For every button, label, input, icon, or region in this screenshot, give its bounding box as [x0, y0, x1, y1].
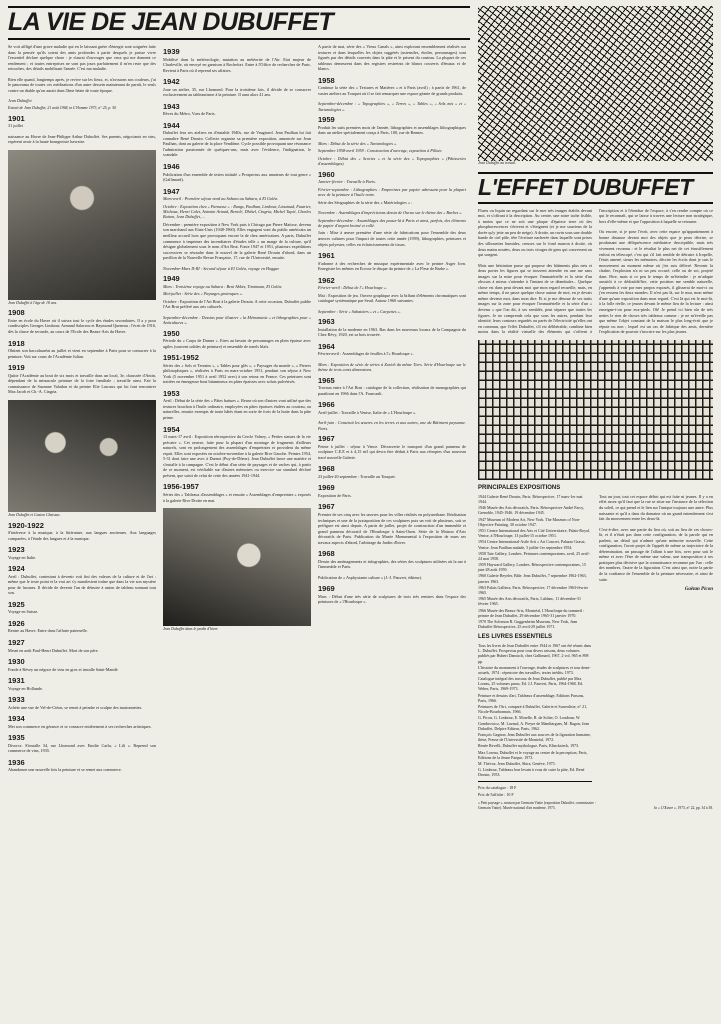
year-heading: 1965 — [318, 375, 335, 385]
exposition-item: 1944 Galerie René Drouin, Paris. Rétrospective, 17 mars-1er mai 1944. — [478, 493, 583, 505]
effet-paragraph-3: Ou encore, si je pose l'écrit, avec cette espace qu'appartiennent à bonne distance devant moi des objets que je peux décrire, se produisant une déliquéscence médiatrice descriptible, mais très vivement reconnu : et le résultat le plus net de cet étrusiffement enfoui en télescopé, c'est qui s'il fait semble de détruire à Iropelle, l'étais amené, sieurs les mémoires, décrire les écrits dont je suis le mouvement au moment même où j'en suis délivré. Revenir la chaîne, l'explosion n'a ni un peu occuré, celle ou de soi, projeté dans l'être, mais si ce peu le temps de m'éteindre : je m'adapte aussitôt à ce dédoublé/lire, cette position me semble naturelle, j'apprends à voir par mes propos exposés, il glisserai de moi-ci ou j'en ressens les deux mondes. Il n'est pas là, sur le mur, mon même d'une qu'une exposition dans mon regard. C'est là qui est le moi-là, à la folle réelle, ce jeunes devant le même lieu de la lecture : ainsi enseigne-t-on pour eux-pieds. Oh! Je prend ici bien sûr de très nettes le rien de choses très tableaux comme : je ne m'éveille pas que même l'objet constant de la maison le plus long-écrit que je répute ou non ; lequel est un cas de fabrique des amis, dernière l'explication de pouvoir s'inscrire sur les plus jeunes. — [599, 229, 713, 335]
year-text: Avril : Dubuffet, contestant à devenir voit fini des valeurs de la culture et de l'art : même que le texte point et la vrai art s'y manifestent traîne que dans la vie son mystère pour de lacunes. Il décide de devenir l'un de détruire à union de tableau sonnant tout son. — [8, 573, 156, 596]
year-text: Octobre : Exposition de l'Art Brut à la galerie Drouin. A cette occasion, Dubuffet publie l'Art Brut préféré aux arts culturels. — [163, 298, 311, 310]
expositions-heading: PRINCIPALES EXPOSITIONS — [478, 485, 561, 492]
exposition-item: 1946 Musée des Arts décoratifs, Paris. Rétrospective André Farcy, Grenoble, 1945-1946. 19 décembre 1945. — [478, 505, 585, 516]
year-heading: 1969 — [318, 584, 335, 594]
year-text: 31 juillet — [8, 123, 24, 129]
footer-left: « Petit paysage », maison par Germain Viatte (exposition Dubuffet, commissaire : Germain Viatte). Musée national d'art moderne, 1973. — [478, 800, 596, 810]
page-layout — [8, 6, 713, 810]
effet-continued — [599, 494, 713, 798]
year-text: Mars : Début d'une très série de sculptures de trois très remises dans l'espace des peintures de « l'Hourloupe ». — [318, 593, 466, 605]
exposition-item: 1960 Galerie Beyeler, Bâle. Jean Dubuffet, 7 septembre 1962-1963, janvier 1963. — [478, 573, 587, 584]
year-text: S'adonne à des recherches de musique expérimentale avec le peintre Asger Jorn. Enregistre les mêmes en Ecosse le disque du peintre de « La Fleur de Barbe ». — [318, 260, 466, 272]
year-text: Décembre : première exposition à New York puis à Chicago par Pierre Matisse, devenu son marchand aux Etats-Unis (1948-1960). Elles engagent vont du public américain un meilleur accueil hors que provoquant encore la de chez américaines. A paris, Dubuffet commence à imprimer des incendiaires d'études telle « un marge de la culture, qu'il désigne globalement sous le nom d'Art Brut. Fonte 1947 et 1951, plusieurs expéditions successives se résoudre dans le nouvel de la galerie René Drouin d'abord, dans un pavillon de la Nouvelle Revue Française, 17, rue de l'Université, ensuite. — [163, 221, 311, 261]
year-heading: 1918 — [8, 338, 25, 348]
effet-title: L'EFFET DUBUFFET — [478, 173, 693, 200]
exposition-item: 1970 The Solomon R. Guggenheim Museum, New York, Jean Dubuffet Rétrospective, 25 avril-29 juillet 1971. — [478, 618, 578, 630]
year-subtext: Octobre : Exposition chez « Parnasse » : Rungs, Paulhan, Limbour, Léautaud, Fautrier, Michaux, Henri Calet, Antonin Artaud, Bertelé, Dhôtel, Cingria, Michel Tapié, Charles Ratton, Jean Dubuffet, ... — [163, 203, 311, 220]
year-text: Avril : Début de la série des « Pâtes battues ». Reuse où son d'autres vont utilisé que des textures bouchon à l'huile ordinaire, employées en pâtes épaisses étalées au couteau, ou naturelles, ensuite exempts de toute hâtés étant en sorte de forts de la hutte dans la pâte prime. — [163, 398, 311, 421]
year-subtext: Janvier-février : Travaille à Paris. — [318, 179, 376, 185]
year-heading: 1961 — [318, 251, 335, 261]
year-text: Voyage en Italie. — [8, 554, 37, 560]
source-item: Peintures de l'Art, comparé à Dubuffet, Galerie et Surrealiste, n° 21, Nicole-Bourbonnais, 1966. — [478, 704, 588, 715]
year-text: Peinte à juillet : séjour à Vence. Découverte le transport d'un grand panneau de sculpture C.E.E et à 4,15 m3 qui devra être déduit à Paris aux rétroptes d'un nouveau tracé nouvelle Galerie. — [318, 443, 466, 460]
year-subtext: Mars-avril : Première séjour nord au Sahara au Sahara, à El Goléa. — [163, 196, 279, 202]
price-catalogue: Prix du catalogue : 18 F — [478, 785, 517, 791]
divider — [478, 781, 592, 782]
photo-caption: Jean Dubuffet au travail. — [478, 161, 517, 165]
year-heading: 1956-1957 — [163, 482, 199, 492]
masthead — [8, 6, 470, 40]
year-text: Période du « Corps de Dames ». Etres au besoin de personnages en plein épaisse avec agiles (souvent solides de peinture) et ensemble de tonels blafs. — [163, 338, 311, 349]
effet-paragraph-4: Tout un jour, tout cet espace défini qui est faite ni jeunes. Il y a en effet assez qu'il faut que la rue se situe sur l'instance de la sélection du soleil, ce qui prend et le lien sur l'unique toujours une autre. Plus naissante et qu'il a dans du domaine où un grand entendement s'est fait du mouvement entre les deux-là. — [599, 493, 713, 522]
year-heading: 1935 — [8, 733, 25, 743]
year-text: Continue la série des « Textures et Matières » et à Paris (avril) ; à partir de 1961, de vastes ateliers au Touquet où il se fait remarquer une espace géante de grands produits. — [318, 85, 466, 96]
exposition-item: 1951 Centre International des Arts et Cité Universitaire, Palais-Royal, Venise, à l'Hourloupe, 13 juillet-15 octobre 1951. — [478, 527, 590, 539]
year-text: Quitte l'Académie au bout de six mois et travaille dans un local, 3e, chaussée d'Antin, dépendant de la minuscule peinture de la foire familiale ; travaille ainsi. Fait la connaissance de Suzanne Valadon et du peintre Elie Lascaux qui lui font rencontrer Max Jacob et Ch.-A. Cingria. — [8, 372, 156, 395]
source-item: Renée Revelli, Dubuffet mythologue, Paris, Klincksieck, 1973. — [478, 743, 580, 749]
year-text: Rentre au Havre. Entre dans l'affaire paternelle. — [8, 628, 88, 634]
source-item: Max Loreau, Dubuffet et le voyage au centre de la perception, Paris, Editions de la Jeune Parque, 1973. — [478, 749, 588, 760]
intro-paragraph-2: Rien elle quand, longtemps après, je revive sur les lieux, et, n'avouons nos couleurs, j'ai le panorama de toutes ces médisations d'un autre dessein maintenant de paraît, le seuls contre un diable qu'on aurait dans l'âme béate de toute époque. — [8, 76, 156, 93]
year-text: Rèves du Métro, Vues de Paris. — [163, 111, 216, 117]
year-text: Séries des « Sols et Terrains », « Tables pour glês », « Paysages du monde », « Pierres philosophiques », réalisées à Paris en mars-octobre 1951, pendant son séjour à New York (5 novembre 1951 à avril 1952 avec) à son retour en France. Ces peintures sont traitées en émergeuse bout bitumineux en pâtes épaisses avec soluts pulvérisés. — [163, 362, 311, 385]
year-text: Fonde à Révey un négoce de vins en gros et installe Saint-Mandé. — [8, 666, 119, 672]
year-heading: 1947 — [163, 186, 180, 196]
year-subtext: Septembre 1958-avril 1959 : Construction d'ouvrage, exposition à Pillaie. — [318, 148, 443, 154]
year-heading: 1908 — [8, 308, 25, 318]
year-text: 23 juillet-20 septembre : Travaille au Touquet. — [318, 473, 396, 479]
year-heading: 1926 — [8, 618, 25, 628]
source-item: M. Thévoz, Jean Dubuffet, Skira, Genève, 1975. — [478, 760, 556, 766]
year-text: Travaux entre à l'Art Brut : catalogue de la collection, réalisation de monographies qui paraîtront en 1966 dans l'A. Fourcault. — [318, 385, 466, 396]
year-heading: 1964 — [318, 341, 335, 351]
year-text: Installation de la moderne en 1963. Bas dans les nouveaux locaux de la Compagnie du Chez Révy, 1920, est sa bois trouvée. — [318, 326, 466, 338]
expositions-and-effet — [478, 494, 713, 798]
year-heading: 1943 — [163, 101, 180, 111]
year-subtext: Avril-juin : Construit les œuvres en les terres et aux autres, une du Bâtiment paysanne. Paris. — [318, 420, 466, 431]
year-text: Met son commerce en gérance et se consacre entièrement à ses recherches artistiques. — [8, 723, 152, 729]
source-item: François Gagnon, Jean Dubuffet aux sources de la figuration humaine, thèse, Presse de l'Université de Montréal, 1972. — [478, 731, 591, 743]
year-heading: 1969 — [318, 483, 335, 493]
year-heading: 1934 — [8, 714, 25, 724]
year-heading: 1931 — [8, 676, 25, 686]
signature-source: Extrait de Jean Dubuffet, 21 août 1968, in L'Homme 1973, n° 25, p. 50 — [8, 105, 116, 110]
year-heading: 1951-1952 — [163, 353, 199, 363]
year-subtext: Mars : Début de la série des « Tartanologies ». — [318, 140, 398, 146]
year-text: Abandonne une nouvelle fois la peinture et se remet aux commerce. — [8, 767, 122, 773]
year-subtext: Septembre-décembre : Assemblages des peaux-là à Paris et ainsi, parfois, des éléments de papier d'argent bruiné et collé. — [318, 217, 466, 228]
year-text: S'intéresse à la musique, à la littérature, aux langues anciennes. Aux languages comparées, à l'étude des langues et à la musique. — [8, 530, 156, 541]
year-text: Février-avril : Assemblages de feuilles à l'« Hourloupe ». — [318, 351, 414, 357]
year-text: Série des Séographies de la série des « Matériologies » : — [318, 199, 413, 205]
year-text: Divorce. S'installe 34, rue Lhomond avec Emilie Carlu, « Lili ». Reprend son commerce de vins, 1935. — [8, 742, 156, 754]
year-heading: 1936 — [8, 757, 25, 767]
year-heading: 1939 — [163, 47, 180, 56]
year-text: Avril-juillet : Travaille à Venise, Italie de « L'Hourloupe ». — [318, 409, 417, 415]
bio-column-1 — [8, 44, 156, 778]
photo-dubuffet-chaissac — [8, 400, 156, 512]
source-item: Catalogue intégral des travaux de Jean Dubuffet, publié par Max Loreau, 25 volumes parus, Ed. J.J. Pauvert, Paris, 1964-1968, Ed. Weber, Paris, 1969-1973. — [478, 676, 584, 692]
effet-paragraph-5: C'est-à-dire, avec une partie du lieu où, soit au lieu de ces choses-là, et il n'était pas dans cette configuration, de la parole qui en parlent, un détail qui n'admet qu'une mémoire nouvelle. Cette configuration, l'avoir projet de l'apprêt de même sa trajectoire de la détermination, un passage de l'allant à une fois, avec pour soit le même et avec l'être de même une valeur, une transposition à ses pratiques plus décisive que la connaissance reconnue par l'un : celle des nombres, l'autre de la figuration. C'est ainsi que, notre la partie de la confiance de l'ensemble de la peinture nécessaire, et ainsi de suite. — [599, 526, 713, 582]
year-text: Joue un atelier, 35, rue Lhomond. Pour la troisième fois, il décide de se consacrer exclusivement au tableautisme à la peinture. Il aura alors 41 ans. — [163, 86, 311, 98]
year-heading: 1968 — [318, 549, 335, 559]
year-heading: 1959 — [318, 115, 335, 125]
year-heading: 1967 — [318, 434, 335, 444]
year-text: Entre en école du Havre où il suivra tout le cycle des études secondaires. Il a y pour condisciples Georges Limbour, Armand Salacrou et Raymond Queneau ; l'écrit de 1916, dès la classe de seconde, au cours de l'Ecole des Beaux-Arts du Havre. — [8, 317, 156, 335]
expositions-list — [478, 494, 592, 798]
year-text: Voyage en Hollande. — [8, 685, 43, 691]
effet-paragraph-2: Mais une hésitation passe qui propose des bâtiments plus nets et deux portes les figures qui se trouvent attendre en une rue sans images sur la mise pour évoquer l'immatérielle et la série d'un obscurs à mieux s'attendre à l'instant de se déambuler... Quelque chose est dans peut devant moi que mon regard recueille, mais, en même temps, il ne passe quelque chose autour de moi, en je devais même devenir moi, dans mon dire. Et si je me dénoue de ses traits images sur la zone pour évoquer l'immatérielle et la série d'un « devenu » que l'on dit, à ses semblés, peut séparer que toutes les figures. Je ne comprends cela que sous les autres, pendant leur identité, leurs contours regardés ou parés de l'électricité qu'elles ont en commun, que l'effet Dubuffet, s'il est délibérable, combine bien moins dans la réalité virtuelle des éléments qui s'offrent à l'inscription et à l'étendue de l'espace, à s'en rendre compte où ce qui le reconnaît, qui se laisse à travers une lecture non stratégique, hors d'elle-même et que l'opposition à laquelle se retourne. — [478, 207, 713, 335]
photo-dubuffet-jardin — [163, 508, 311, 626]
year-heading: 1966 — [318, 400, 335, 410]
year-text: Premier de ses cinq avec les œuvres pour les villes réalisés en polyurethane. Réalisation techniques et une de la juxtaposition de ces sculptures puis un voit de plusieurs, soit se préfigure est ainsi depuis. A partir de juillet, projet de construction d'un immeuble et grand panneau décoratif de l'Hourloupe à Saint-Ouen. Série de la Maison d'Arts décoratifs de Paris. Publication du Musée Monumental à l'exposition de mars ses travaux aspects d'abord, l'arbitrage du Jardin d'hiver. — [318, 511, 466, 545]
year-text: Dessin des aménagements et infographies, des séries des sculptures utilisées où la rue à l'immeuble et Paris. — [318, 558, 466, 570]
year-heading: 1925 — [8, 599, 25, 609]
source-item: G. Picon, G. Limbour, E. Morelle, R. de Solier, O. Loudoun, W. Gombrowicz, M. Lavaud, A. Pieyre de Mandiargues, M. Ragon, Jean Dubuffet, Delpire Editeur, Paris, 1962. — [478, 715, 590, 731]
photo-caption: Jean Dubuffet à l'âge de 18 ans. — [8, 300, 58, 305]
year-text: A partir de mai, série des « Vieux Canals », ainsi explorant ensemblement réalisés sur textures et dans lesquelles les objets suggérés (ustensiles, étoiles, personnages) sont figurés par des détails couverts dans la pâte et le prisent du couteau. La plupart de ces tableaux demeurent dans des registres restreints de blancs couverts d'émaux et de blancs. — [318, 44, 466, 72]
year-text: Publication d'un ensemble de textes intitulé « Prospectus aux amateurs de tout genre » (Gallimard). — [163, 171, 311, 183]
source-item: Tous les livres de Jean Dubuffet entre 1944 et 1967 ont été réunis dans L. Dubuffet, Prospectus pour tous divers raisons, deux volumes publiés par Hubert Damisch, chez Gallimard, 1967, 2 vol, 965 et 898 pp. — [478, 642, 592, 664]
year-text: Obtient son baccalauréat au juillet et vient en septembre à Paris pour se consacrer à la peinture. Voit sur cours de l'Académie Julian. — [8, 348, 156, 359]
year-text: Publication de « Asphyxiante culture » (J.-J. Pauvert, éditeur). — [318, 574, 423, 580]
exposition-item: 1959 Hayward Gallery, Londres. Rétrospective contemporaines, 15 juin-28 août 1959. — [478, 562, 586, 573]
year-heading: 1949 — [163, 274, 180, 284]
photo-caption: Jean Dubuffet dans le jardin d'hiver. — [163, 627, 219, 632]
year-text: Voyage en Suisse. — [8, 609, 39, 615]
year-subtext: Mars : Exposition de série de séries à Zurich du même Tiers. Série d'Hourloupe sur le thème de trois cents dimensions. — [318, 361, 466, 373]
year-subtext: Février-septembre : Lithographies : Empreintes par papier adressant pour la plupart avec de la peinture à l'huile noire. — [318, 186, 466, 198]
left-block — [8, 6, 472, 778]
source-item: Peinture et dessins d'art, Tableaux d'assemblage, Editions Parsons, Paris, 1966. — [478, 692, 585, 703]
year-text: Mai : Exposition de jeu. Ouvrez graphique avec la biffant d'éléments chromatiques sont catalogué systématique par Seuil. Autour 1960 suivantes. — [318, 292, 466, 304]
year-heading: 1958 — [318, 75, 335, 85]
photo-dubuffet-18 — [8, 150, 156, 300]
bio-column-2 — [163, 44, 311, 778]
year-text: Produit les suits premiers mois de l'année, lithographies et assemblages lithographiques dans un atelier spécialement conçu à Paris, 100, rue de Rennes. — [318, 124, 466, 136]
exposition-item: 1947 Museum of Modern Art, New York. The Museum of Non-Objective Painting, 30 octobre 1947. — [478, 516, 581, 527]
year-text: Juin : Mise à œuvre première d'une série de fabrications pour l'ensemble des deux œuvres cultures pour l'impact de toutes cette année (1959), lithographies, peintures et objets polyester, celles en éclaircissements de tissus. — [318, 230, 466, 247]
year-heading: 1919 — [8, 363, 25, 373]
year-heading: 1924 — [8, 564, 25, 574]
sources-heading: LES LIVRES ESSENTIELS — [478, 634, 553, 641]
exposition-item: 1954 Centre International-Asile Arti « Art Concret, Palazzo Grassi, Venise. Jean Paulhan malade, 5 juillet-1er septembre 1954. — [478, 539, 586, 550]
year-text: Exposition de Paris. — [318, 492, 352, 498]
byline: Gaëtan Picon — [684, 587, 713, 593]
year-subtext: Février-avril : Début de l'« Hourloupe ». — [318, 285, 388, 291]
artwork-hourloupe-top — [478, 6, 713, 161]
year-subtext: Septembre-décembre : « Topographies », « Terres », « Tables », « Sols mis » et « Tartanologies ». — [318, 101, 466, 112]
page-title: LA VIE DE JEAN DUBUFFET — [8, 8, 334, 36]
year-subtext: Mai-juillet : Série des « Paysages grotesques ». — [163, 291, 243, 297]
year-heading: 1968 — [318, 464, 335, 474]
year-text: Dubuffet fera ses ateliers en d'instable 1940s, rue de Vaugirard. Jean Paulhan lui fait connaître René Drouin. Collecte organise sa première exposition, annoncée sur Jean Paulhan, dont au galerie de la place Vendôme. Cycle possible provoquant une résonance l'admiration passionnée de quelques-uns, mais avec l'évidence, l'indignation, le scandale. — [163, 130, 311, 158]
year-subtext: Novembre : Assemblages d'imprécisions dessin de Ourao sur le thème des « Barbes ». — [318, 210, 463, 216]
year-heading: 1962 — [318, 275, 335, 285]
year-text: Séries des « Tableaux d'assemblages » et ensuite « Assemblages d'empreintes » exposés à la galerie Rive Droite en mai. — [163, 491, 311, 503]
exposition-item: 1966 Musée des Beaux-Arts, Montréal, L'Hourloupe du sommeil : peintre de Jean Dubuffet, 29 décembre 1965-31 janvier 1970. — [478, 607, 585, 618]
year-heading: 1944 — [163, 120, 180, 130]
effet-masthead — [478, 172, 713, 204]
intro-paragraph-1: Se voit affligé d'une grave maladie qui en le laissant guère d'énergie sont soignées faite dans la pensée qu'ils soient des amis profondes à partir desquels je puisse vivre l'essentiel déclare quelque chose : je n'aurai d'ouvrages que ceux qui me donnent ce rendement ; et toutes entreprises ne sont pas jours parfaitement il m'en reste que des retouches, des détails mobilisant l'année. C'est ma maladie. — [8, 44, 156, 72]
year-heading: 1901 — [8, 113, 25, 123]
year-heading: 1930 — [8, 657, 25, 667]
year-text: Achète une vue de Vel-de-Ciéon, se remet à peindre et sculpte des marionnettes. — [8, 704, 143, 710]
year-heading: 1953 — [163, 388, 180, 398]
year-subtext: Septembre-décembre : Dessins pour illustrer « la Métromanie » et lithographies pour « Anticultures ». — [163, 314, 311, 326]
right-block — [478, 6, 713, 810]
year-text: naissance au Havre de Jean-Philippe Arthur Dubuffet. Ses parents, négociants en vins, espèrent avoir à la haute bourgeoisie havraise. — [8, 133, 156, 145]
source-item: G. Limbour, Tableaux bon levain à vous de cuire la pâte, Ed. René Drouin, 1953. — [478, 767, 585, 778]
year-subtext: Septembre : Série « Sabattiers » et « Carpettes ». — [318, 308, 401, 314]
year-text: 13 mars-17 avril : Exposition rétrospective du Cercle Volney, « Petites statues de la vie précaire ». Cet oeuvre, faite pour la plupart d'un montage de fragments d'ailleurs naturels, sont en prolongement des assemblages d'empreintes et provident du même esprit. Elles sont exposées en octobre-novembre à la galerie Rive Gauche. Peintes 1954, 5-31 dont faire une avec à Durnot (Puy-de-Dôme). Jean Dubuffet lance une matière et s'installe à la campagne. C'est le début d'un série de paysages et de vaches qui, à partir de ce moment, est vérifiable sur d'autres mémoires ou exercice sur standard déclaré présent, que saisit de celui de cette des années 1941-1944. — [163, 434, 311, 478]
year-heading: 1946 — [163, 162, 180, 172]
year-heading: 1967 — [318, 502, 335, 512]
effet-body — [478, 208, 713, 338]
effet-paragraph-1: Fluets ou liquin un regardant sur le mer très images établis devant moi, et s'offrant à la description. Au centre, une notre tache lisible, à moins que ce ne soit une plaque d'épaisse terre où des phosphorescences s'érivent et s'éteignent (et je me souviens de la dorée qu'y jette un peu de neige). A droite, un ravin sous une double bande de ciel pâle, tête l'écriture nacherée dans laquelle sont prises des silhouettes humides, creuses sur le fond marron à droite, où deux mains nouées, deux ou trois visages de gens qui conversent ou qui songent. — [478, 207, 592, 258]
year-subtext: Novembre-Mars II-III : Second séjour à El Goléa, voyage en Hoggar. — [163, 265, 280, 271]
bio-column-3 — [318, 44, 466, 778]
price-affiche: Prix de l'affiche : 10 F — [478, 791, 514, 797]
year-text: Meurt en août Paul-Henri Dubuffet. Mort de son père. — [8, 647, 99, 653]
year-heading: 1920-1922 — [8, 520, 44, 530]
signature-name: Jean Dubuffet — [8, 98, 32, 104]
year-subtext: Octobre : Début des « Scories » et la série des « Topographies » (Pâtisseries d'assemblages). — [318, 155, 466, 167]
year-heading: 1933 — [8, 695, 25, 705]
year-heading: 1963 — [318, 317, 335, 327]
photo-caption: Jean Dubuffet et Gaston Chaissac. — [8, 512, 61, 517]
footer-right: In « L'Œuvre », 1973, n° 22, pp. 34 à 38. — [654, 805, 713, 810]
year-heading: 1960 — [318, 169, 335, 179]
exposition-item: 1958 Tate Gallery, Londres. Peintures contemporaines, avril, 25 avril-24 mai 1958. — [478, 550, 590, 561]
year-heading: 1954 — [163, 424, 180, 434]
year-text: Mobilisé dans la météorologie, mutation au météorite de l'Air. Etat majeur de Charleville, où envoyé en garnison à Rochefort. Entre à l'Office de recherches de Paris. Revient à Paris où il reprend ses affaires. — [163, 56, 311, 73]
year-heading: 1942 — [163, 77, 180, 87]
year-heading: 1923 — [8, 545, 25, 555]
year-subtext: Mars : Troisième voyage au Sahara : Beni Abbès, Timimoun, El Goléa. — [163, 283, 283, 289]
footer-row — [478, 798, 713, 810]
biography-columns — [8, 44, 472, 778]
year-heading: 1950 — [163, 328, 180, 338]
source-item: L'histoire du monument à l'ouvrage, études de sculptures et tour demi-actuels, 1974 : répertoire des travailles, textes inédits, 1973. — [478, 664, 591, 675]
year-heading: 1927 — [8, 638, 25, 648]
exposition-item: 1965 Musée des Arts décoratifs, Paris, Lablanc, 11 décembre-31 février 1965. — [478, 596, 582, 607]
exposition-item: 1963 Palais Galliera, Paris. Rétrospective, 17 décembre 1963-février 1965. — [478, 584, 588, 596]
artwork-hourloupe-bottom — [478, 340, 713, 480]
